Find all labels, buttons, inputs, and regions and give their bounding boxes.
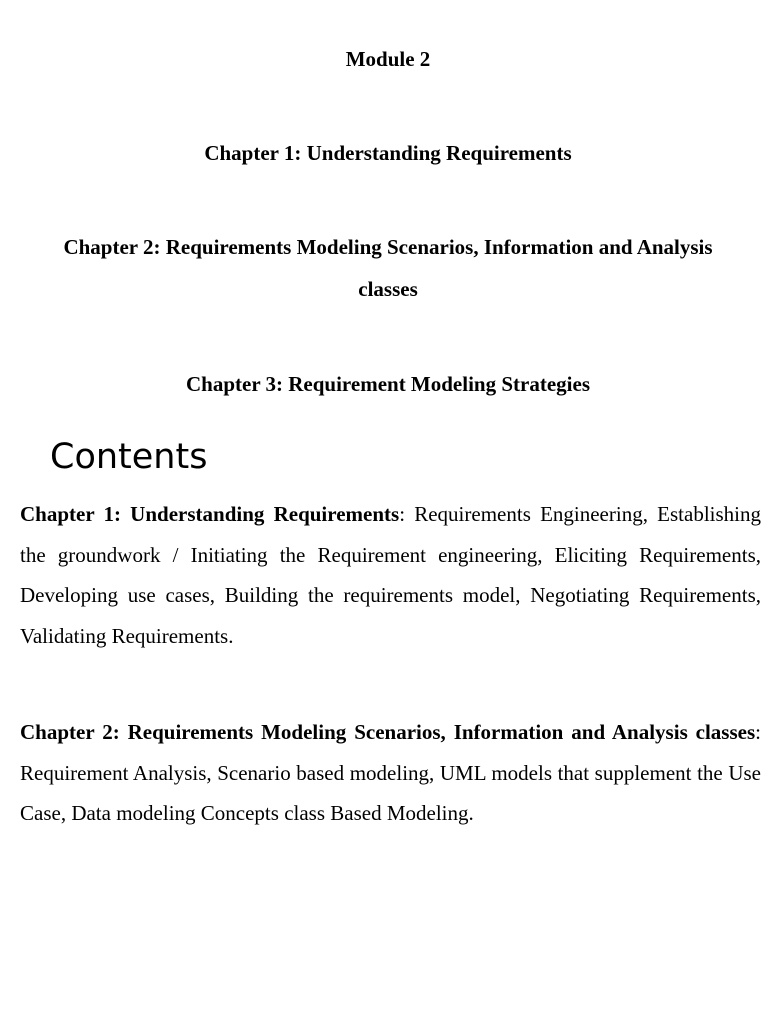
contents-entry-chapter-1-title: Chapter 1: Understanding Requirements: [20, 502, 400, 526]
contents-entry-chapter-1-separator: :: [399, 502, 415, 526]
contents-entry-chapter-2: [20, 712, 761, 834]
contents-entry-chapter-2-description: Requirement Analysis, Scenario based modeling, UML models that supplement the Use Case, Data modeling Concepts class Based Modeling.: [20, 760, 761, 825]
chapter-2-heading: Chapter 2: Requirements Modeling Scenarios, Information and Analysis classes: [63, 235, 713, 301]
contents-entry-chapter-2-separator: :: [755, 720, 761, 744]
contents-entry-chapter-2-title: Chapter 2: Requirements Modeling Scenarios, Information and Analysis classes: [20, 720, 756, 744]
chapter-3-heading: Chapter 3: Requirement Modeling Strategies: [185, 372, 590, 396]
chapter-1-heading: Chapter 1: Understanding Requirements: [204, 141, 572, 165]
contents-entry-chapter-1: [20, 494, 761, 656]
module-title: Module 2: [345, 47, 431, 71]
contents-entry-chapter-1-description: Requirements Engineering, Establishing the groundwork / Initiating the Requirement engineering, Eliciting Requirements, Developing use cases, Building the requirements model, Negotiating Requirements, Validating Requirements.: [20, 502, 761, 648]
contents-title: Contents: [50, 437, 208, 477]
